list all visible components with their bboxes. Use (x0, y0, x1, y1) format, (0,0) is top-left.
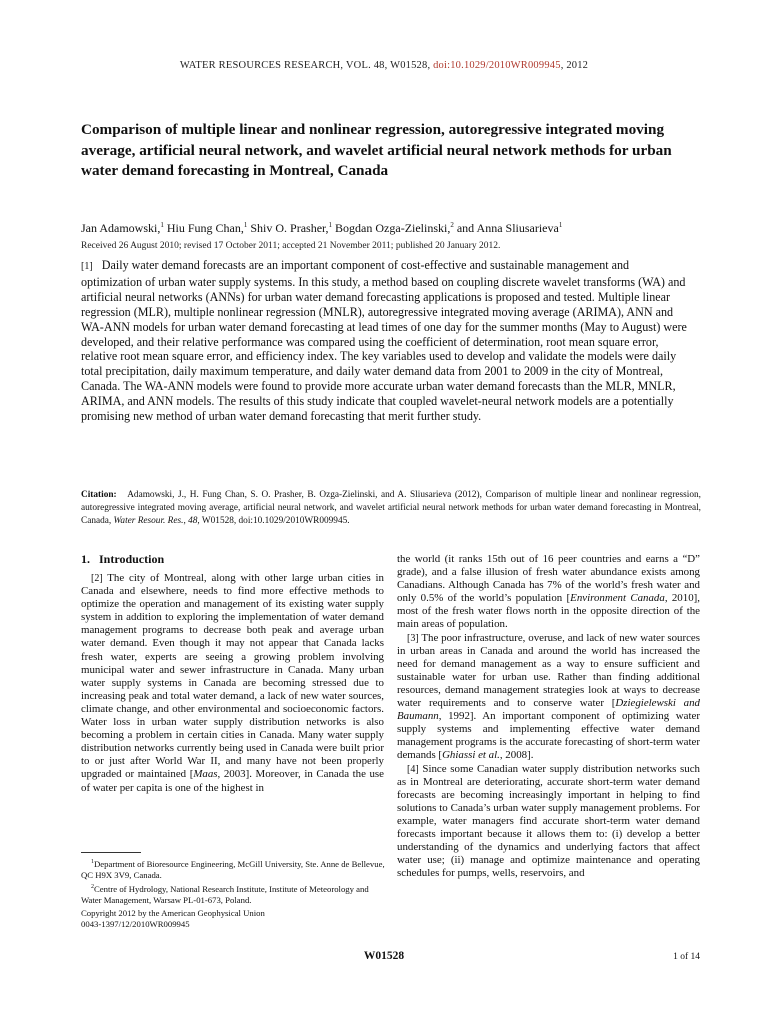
issn-line: 0043-1397/12/2010WR009945 (81, 919, 190, 930)
body-text: , 2003]. Moreover, in Canada the use of water per capita is one of the highest in (81, 768, 384, 794)
author-name: Shiv O. Prasher, (247, 221, 329, 235)
publication-dates: Received 26 August 2010; revised 17 October 2011; accepted 21 November 2011; published 20 January 2012. (81, 241, 501, 251)
paragraph-number: [2] (91, 573, 103, 584)
citation-text: Adamowski, J., H. Fung Chan, S. O. Prasher, B. Ozga-Zielinski, and A. Sliusarieva (2012), Comparison of multiple linear and nonlinear regression, autoregressive integrated moving average, artificial neural network, and wavelet artificial neural network methods for urban water demand forecasting in Montreal, Canada, (81, 490, 701, 526)
right-column (397, 553, 700, 880)
citation (81, 489, 701, 528)
paragraph-number: [3] (407, 632, 419, 644)
body-text: Since some Canadian water supply distribution networks such as in Montreal are deteriorating, accurate short-term water demand forecasts are becoming increasingly important in helping to find solutions to Canada’s urban water supply management problems. For example, water managers find accurate short-term water demand forecasts important because it allows them to: (i) develop a better understanding of the dynamics and underlying factors that affect water use; (ii) manage and optimize maintenance and operating schedules for pumps, wells, reservoirs, and (397, 762, 700, 880)
footnote-marker: 1 (91, 859, 94, 865)
paragraph-4 (397, 763, 700, 881)
reference-author: Ghiassi et al. (442, 749, 500, 762)
copyright-line: Copyright 2012 by the American Geophysical Union (81, 908, 265, 918)
author-affiliation: 1 (243, 221, 248, 229)
copyright-block (81, 908, 391, 931)
citation-journal: Water Resour. Res. (113, 516, 184, 526)
author-name: and Anna Sliusarieva (453, 221, 559, 235)
abstract-text: Daily water demand forecasts are an important component of cost-effective and sustainable management and optimization of urban water supply systems. In this study, a method based on coupling discrete wavelet transforms (WA) and artificial neural networks (ANNs) for urban water demand forecasting applications is proposed and tested. Multiple linear regression (MLR), multiple nonlinear regression (MNLR), autoregressive integrated moving average (ARIMA), ANN and WA-ANN models for urban water demand forecasting at lead times of one day for the summer months (May to August) were developed, and their relative performance was compared using the coefficient of determination, root mean square error, relative root mean square error, and efficiency index. The key variables used to develop and validate the models were daily total precipitation, daily maximum temperature, and daily water demand data from 2001 to 2009 in the city of Montreal, Canada. The WA-ANN models were found to provide more accurate urban water demand forecasts than the MLR, MNLR, ARIMA, and ANN models. The results of this study indicate that coupled wavelet-neural network models are a potentially promising new method of urban water demand forecasting that merit further study. (81, 258, 687, 424)
author-affiliation: 1 (558, 221, 563, 229)
author-affiliation: 1 (328, 221, 333, 229)
author-list (81, 217, 701, 236)
paragraph-number: [4] (407, 763, 419, 775)
paragraph-3 (397, 632, 700, 763)
author-affiliation: 2 (450, 221, 454, 229)
reference-author: Environment Canada (570, 592, 665, 605)
footnote-divider (81, 852, 141, 853)
body-text: The city of Montreal, along with other large urban cities in Canada and elsewhere, needs to find more effective methods to optimize the operation and management of its existing water supply system in addition to exploring the implementation of water demand management programs to decrease both peak and average urban water demand. Even though it may not appear that Canada lacks fresh water, experts are seeing a growing problem involving municipal water and sewer infrastructure in Canada. Many urban water supply systems in Canada are becoming stressed due to increasing peak and total water demand, a lack of new water sources, climate change, and other environmental and socioeconomic factors. Water loss in urban water supply distribution networks is also becoming a problem in certain cities in Canada. Many water supply distribution networks currently being used in Canada were built prior to or just after World War II, and many have not been properly upgraded or maintained [ (81, 572, 384, 781)
footnote (81, 882, 391, 907)
running-head (0, 60, 768, 71)
footnote-marker: 2 (91, 883, 94, 890)
reference-author: Dziegielewski and Baumann (397, 697, 700, 723)
section-heading: 1. Introduction (81, 552, 165, 566)
left-column (81, 572, 384, 795)
page-number: 1 of 14 (673, 952, 700, 962)
body-text: , 1992]. An important component of optimizing water supply systems and implementing effective water demand management programs is the accurate forecasting of short-term water demands [ (397, 710, 700, 762)
footnotes (81, 857, 391, 906)
footnote-text: Department of Bioresource Engineering, McGill University, Ste. Anne de Bellevue, QC H9X 3V9, Canada. (81, 858, 385, 881)
footnote-text: Centre of Hydrology, National Research Institute, Institute of Meteorology and Water Management, Warsaw PL-01-673, Poland. (81, 883, 369, 905)
journal-year: , 2012 (560, 60, 589, 71)
journal-info: WATER RESOURCES RESEARCH, VOL. 48, W01528, (179, 60, 434, 71)
body-text: the world (it ranks 15th out of 16 peer countries and earns a “D” grade), and a false illusion of fresh water abundance exists among Canadians. Although Canada has 7% of the world’s fresh water and only 0.5% of the world’s population [ (397, 553, 700, 605)
footnote (81, 857, 391, 882)
paragraph-2 (81, 572, 384, 795)
author-name: Bogdan Ozga-Zielinski, (332, 221, 451, 235)
doi-link[interactable]: doi:10.1029/2010WR009945 (433, 60, 561, 71)
reference-author: Maas (193, 768, 218, 781)
citation-label: Citation: (81, 490, 117, 500)
body-text: , 2008]. (499, 749, 534, 762)
article-id: W01528 (363, 950, 405, 962)
author-name: Hiu Fung Chan, (163, 221, 244, 235)
paragraph-2-continued (397, 553, 700, 632)
paragraph-number: [1] (81, 261, 93, 272)
citation-tail: , W01528, doi:10.1029/2010WR009945. (197, 516, 350, 526)
paper-title: Comparison of multiple linear and nonlinear regression, autoregressive integrated moving average, artificial neural network, and wavelet artificial neural network methods for urban water demand forecasting in Montreal, Canada (81, 121, 672, 179)
body-text: The poor infrastructure, overuse, and lack of new water sources in urban areas in Canada and around the world has increased the need for demand management as a way to ensure sufficient and sustainable water for urban use. Rather than finding additional resources, demand management strategies look at ways to decrease water requirements and to conserve water [ (397, 631, 701, 710)
citation-separator: , (183, 516, 189, 526)
author-affiliation: 1 (160, 221, 164, 229)
abstract (81, 258, 693, 424)
author-name: Jan Adamowski, (81, 221, 161, 235)
body-text: , 2010], most of the fresh water flows north in the opposite direction of the main areas of population. (397, 592, 700, 631)
citation-volume: 48 (188, 516, 198, 526)
